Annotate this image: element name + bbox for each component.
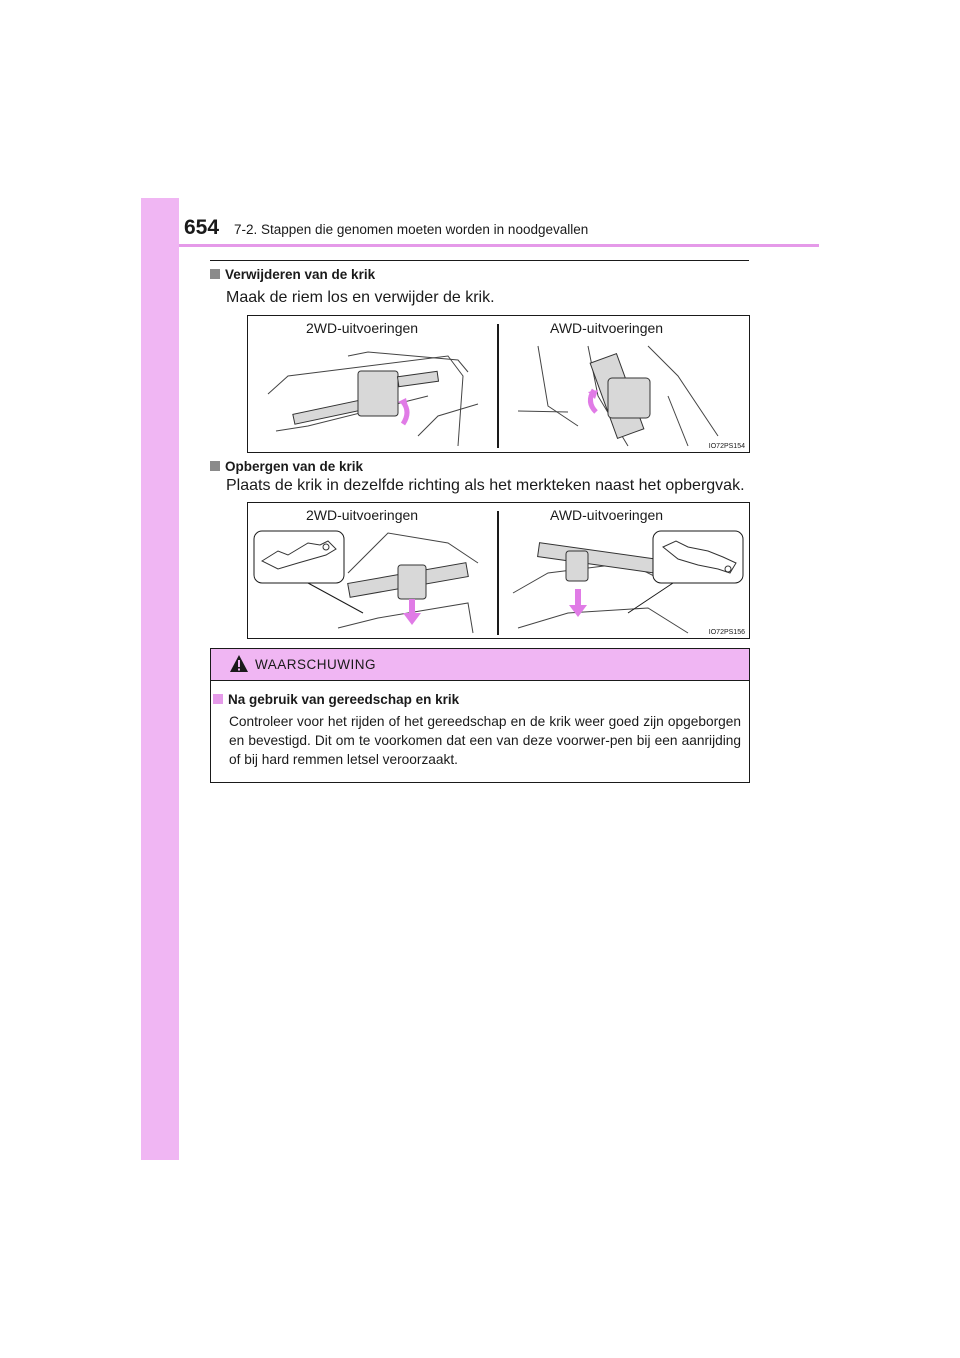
warning-header <box>211 649 749 681</box>
page-number: 654 <box>184 216 220 239</box>
figure-right-label: AWD-uitvoeringen <box>550 320 664 336</box>
section-heading-store-jack <box>210 459 363 474</box>
section-body-remove-jack: Maak de riem los en verwijder de krik. <box>226 289 495 306</box>
jack-removal-illustration <box>248 316 749 452</box>
header-rule <box>179 244 819 247</box>
section-rule <box>210 260 749 261</box>
figure-left-label: 2WD-uitvoeringen <box>306 507 419 523</box>
figure-store-jack <box>247 502 750 639</box>
figure-right-label: AWD-uitvoeringen <box>550 507 664 523</box>
warning-title: WAARSCHUWING <box>255 657 376 672</box>
square-bullet-icon <box>210 269 220 279</box>
right-down-arrow <box>569 605 587 617</box>
running-header: 7-2. Stappen die genomen moeten worden in noodgevallen <box>234 222 589 237</box>
heading-text: Opbergen van de krik <box>225 459 364 474</box>
section-body-store-jack: Plaats de krik in dezelfde richting als het merkteken naast het opbergvak. <box>226 477 745 494</box>
section-heading-remove-jack <box>210 267 375 282</box>
square-bullet-icon <box>210 461 220 471</box>
warning-subheading <box>213 692 459 707</box>
figure-code: IO72PS154 <box>708 443 745 450</box>
warning-triangle-icon <box>229 654 249 674</box>
figure-left-label: 2WD-uitvoeringen <box>306 320 419 336</box>
square-bullet-icon <box>213 694 223 704</box>
left-down-arrow <box>403 613 421 625</box>
warning-body: Controleer voor het rijden of het gereedschap en de krik weer goed zijn opgeborgen en bevestigd. Dit om te voorkomen dat een van deze voorwer-pen bij een aanrijding of bij hard remmen letsel veroorzaakt. <box>229 714 741 767</box>
heading-text: Verwijderen van de krik <box>225 267 376 282</box>
chapter-side-tab <box>141 198 179 1160</box>
figure-code: IO72PS156 <box>708 629 745 636</box>
jack-storage-illustration <box>248 503 749 638</box>
warning-subheading-text: Na gebruik van gereedschap en krik <box>228 692 460 707</box>
warning-box <box>210 648 750 783</box>
figure-remove-jack <box>247 315 750 453</box>
